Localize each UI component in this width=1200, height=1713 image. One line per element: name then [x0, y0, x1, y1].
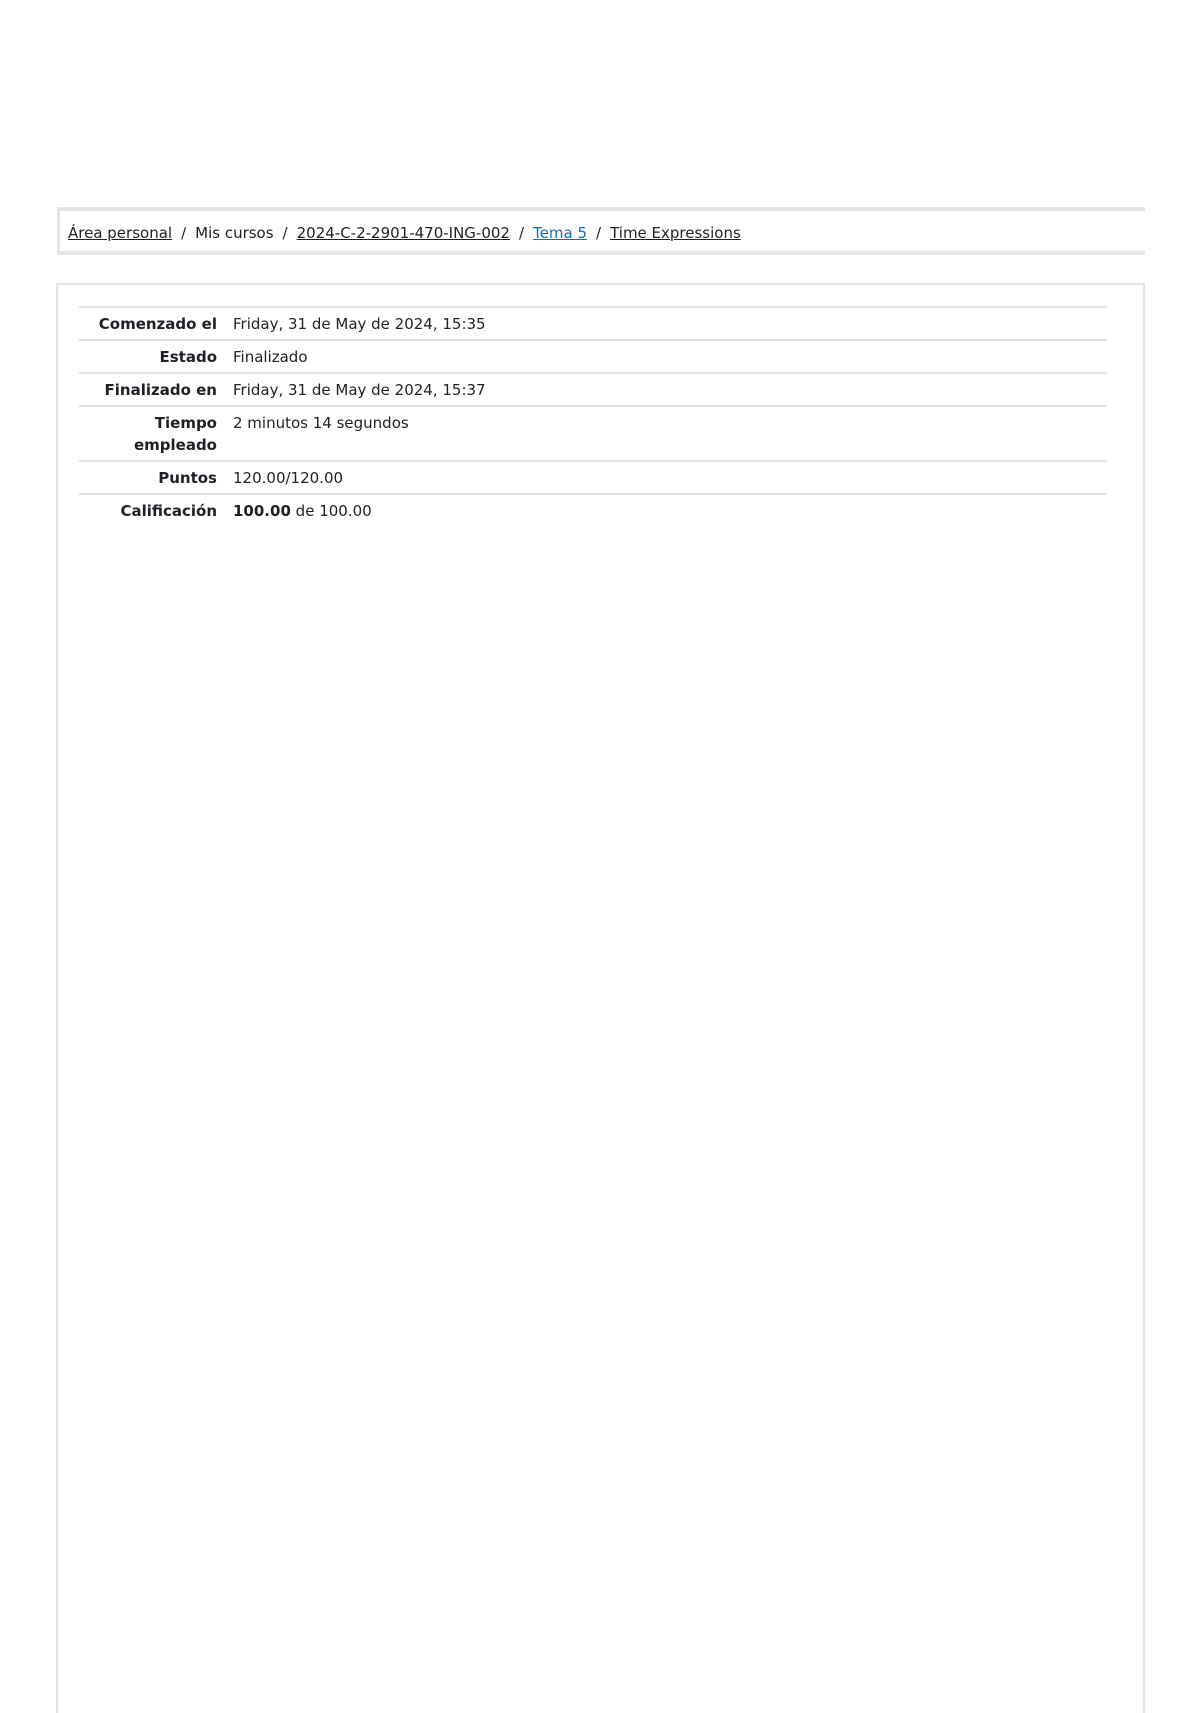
time-value: 2 minutos 14 segundos — [231, 406, 1107, 461]
breadcrumb-separator: / — [282, 224, 288, 242]
breadcrumb-time-expressions-link[interactable]: Time Expressions — [610, 224, 741, 242]
breadcrumb-area-personal-link[interactable]: Área personal — [68, 224, 173, 242]
grade-rest: de 100.00 — [295, 502, 372, 520]
summary-row-points — [79, 461, 1107, 494]
breadcrumb-separator: / — [596, 224, 602, 242]
grade-value — [231, 494, 1107, 526]
summary-row-finished — [79, 373, 1107, 406]
time-label-line2: empleado — [133, 436, 217, 454]
finished-label: Finalizado en — [79, 373, 231, 406]
started-label: Comenzado el — [79, 307, 231, 340]
summary-row-grade — [79, 494, 1107, 526]
quiz-summary-table — [79, 306, 1107, 526]
summary-row-started — [79, 307, 1107, 340]
summary-row-time — [79, 406, 1107, 461]
breadcrumb-separator: / — [181, 224, 187, 242]
started-value: Friday, 31 de May de 2024, 15:35 — [231, 307, 1107, 340]
breadcrumb-tema-5-link[interactable]: Tema 5 — [533, 224, 588, 242]
main-region — [56, 283, 1145, 1713]
breadcrumb-separator: / — [518, 224, 525, 242]
breadcrumb-mis-cursos: Mis cursos — [195, 224, 274, 242]
points-label: Puntos — [79, 461, 231, 494]
time-label-line1: Tiempo — [154, 414, 217, 432]
breadcrumb-course-link[interactable]: 2024-C-2-2901-470-ING-002 — [296, 224, 510, 242]
summary-row-state — [79, 340, 1107, 373]
breadcrumb-bar — [57, 207, 1145, 255]
grade-score: 100.00 — [233, 502, 291, 520]
points-value: 120.00/120.00 — [231, 461, 1107, 494]
time-label — [79, 406, 231, 461]
state-value: Finalizado — [231, 340, 1107, 373]
state-label: Estado — [79, 340, 231, 373]
finished-value: Friday, 31 de May de 2024, 15:37 — [231, 373, 1107, 406]
breadcrumb — [68, 224, 741, 242]
grade-label: Calificación — [79, 494, 231, 526]
